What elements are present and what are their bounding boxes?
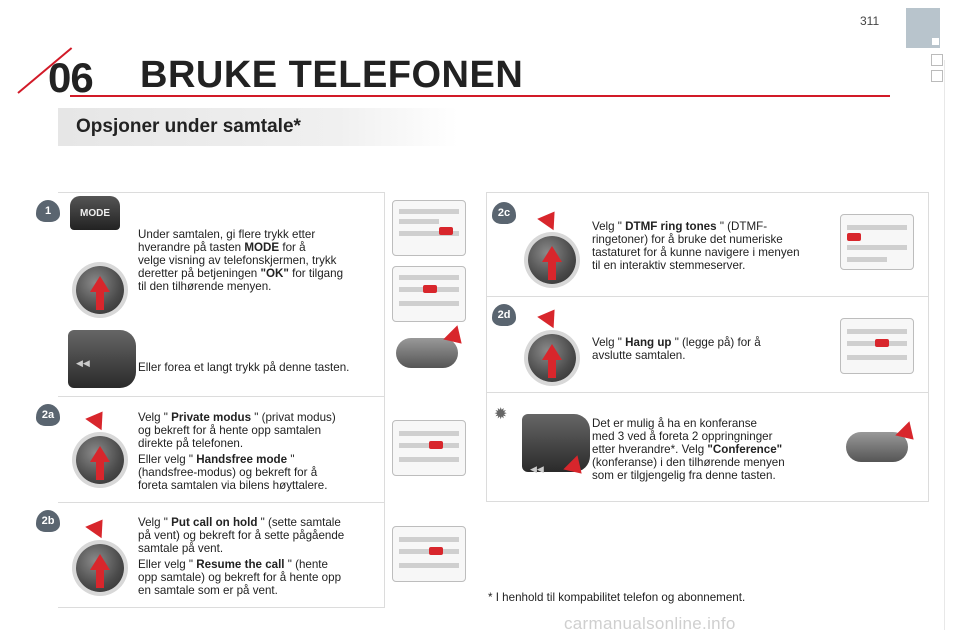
- separator-r3: [486, 501, 928, 502]
- corner-tab: [906, 8, 940, 48]
- tip-text: Det er mulig å ha en konferanse med 3 ved å foreta 2 oppringninger etter hverandre*. Velg "Conference" (konferanse) i den tilhørende menyen som er tilgjengelig fra denne tasten.: [592, 417, 785, 482]
- step-badge-1: 1: [36, 200, 60, 222]
- page-number: 311: [860, 14, 880, 28]
- step-badge-2d: 2d: [492, 304, 516, 326]
- chapter-title: BRUKE TELEFONEN: [140, 54, 524, 96]
- tab-dot: [932, 38, 939, 45]
- rotate-arrow-icon: [85, 406, 111, 431]
- step-badge-2c: 2c: [492, 202, 516, 224]
- separator-1: [58, 396, 384, 397]
- step2a-text: Velg " Private modus " (privat modus) og bekreft for å hente opp samtalen direkte på telefonen. Eller velg " Handsfree mode " (handsfree-modus) og bekreft for å foreta samtalen via bilens høyttalere.: [138, 411, 336, 492]
- rotate-arrow-icon: [537, 206, 563, 231]
- press-arrow-stem: [96, 292, 104, 310]
- footnote: * I henhold til kompabilitet telefon og abonnement.: [488, 591, 746, 604]
- stalk-rewind-icon: ◀◀: [530, 464, 544, 474]
- step1-text: Under samtalen, gi flere trykk etter hverandre på tasten MODE for å velge visning av telefonskjermen, trykk deretter på betjeningen "OK" for tilgang til den tilhørende menyen.: [138, 228, 344, 293]
- step2c-text: Velg " DTMF ring tones " (DTMF- ringetoner) for å bruke det numeriske tastaturet for å kunne navigere i menyen til en interaktiv stemmeserver.: [592, 220, 800, 272]
- right-column-left-rule: [486, 192, 487, 502]
- separator-2: [58, 502, 384, 503]
- radio-panel-icon: [840, 214, 914, 270]
- step-badge-2b: 2b: [36, 510, 60, 532]
- press-arrow-stem: [548, 360, 556, 378]
- right-top-rule: [486, 192, 928, 193]
- stalk-rewind-icon: ◀◀: [76, 358, 90, 368]
- separator-r2: [486, 392, 928, 393]
- radio-panel-icon: [392, 526, 466, 582]
- side-square-2: [931, 70, 943, 82]
- step1-long-press-text: Eller forea et langt trykk på denne tasten.: [138, 361, 350, 374]
- separator-3: [58, 607, 384, 608]
- side-square-1: [931, 54, 943, 66]
- right-column-right-rule: [928, 192, 929, 502]
- step2d-text: Velg " Hang up " (legge på) for å avslutte samtalen.: [592, 336, 761, 362]
- press-arrow-stem: [96, 462, 104, 480]
- watermark: carmanualsonline.info: [564, 614, 736, 633]
- separator-r1: [486, 296, 928, 297]
- mode-button-icon: MODE: [70, 196, 120, 230]
- radio-panel-icon: [392, 420, 466, 476]
- radio-panel-icon: [840, 318, 914, 374]
- press-arrow-icon: [90, 554, 110, 570]
- tip-bulb-icon: ✹: [494, 406, 508, 423]
- press-arrow-stem: [548, 262, 556, 280]
- rotate-arrow-icon: [537, 304, 563, 329]
- press-arrow-stem: [96, 570, 104, 588]
- step-badge-2a: 2a: [36, 404, 60, 426]
- press-arrow-icon: [90, 276, 110, 292]
- step2b-text: Velg " Put call on hold " (sette samtale på vent) og bekreft for å sette pågående samtale på vent. Eller velg " Resume the call " (hente opp samtale) og bekreft for å hente opp en samtale som er på vent.: [138, 516, 345, 597]
- left-top-rule: [58, 192, 384, 193]
- press-arrow-icon: [90, 446, 110, 462]
- press-arrow-icon: [542, 344, 562, 360]
- press-arrow-icon: [542, 246, 562, 262]
- radio-panel-icon: [392, 266, 466, 322]
- side-rule: [944, 60, 945, 630]
- left-column-rule: [384, 192, 385, 608]
- radio-panel-icon: [392, 200, 466, 256]
- section-title: Opsjoner under samtale*: [76, 116, 301, 137]
- rotate-arrow-icon: [85, 514, 111, 539]
- chapter-number: 06: [48, 54, 93, 101]
